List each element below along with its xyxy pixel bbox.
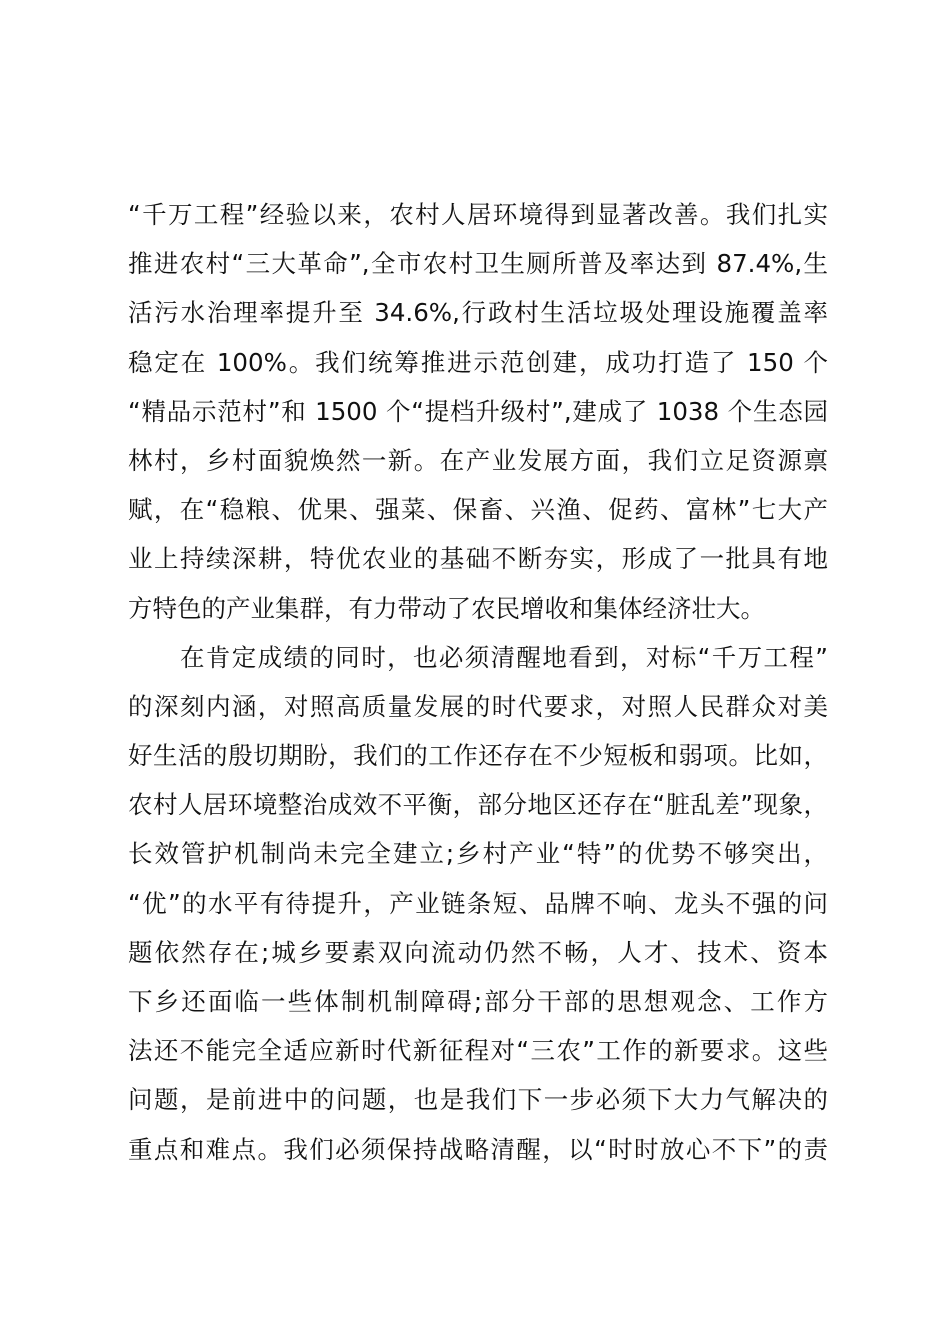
text-line: “精品示范村”和 1500 个“提档升级村”,建成了 1038 个生态园 [128, 396, 828, 426]
text-line: 法还不能完全适应新时代新征程对“三农”工作的新要求。这些 [128, 1036, 828, 1066]
text-line: 重点和难点。我们必须保持战略清醒，以“时时放心不下”的责 [128, 1134, 828, 1164]
text-line: 推进农村“三大革命”,全市农村卫生厕所普及率达到 87.4%,生 [128, 249, 828, 279]
text-line: “千万工程”经验以来，农村人居环境得到显著改善。我们扎实 [128, 200, 828, 229]
text-line: 下乡还面临一些体制机制障碍;部分干部的思想观念、工作方 [128, 987, 828, 1016]
body-text [128, 190, 828, 1174]
text-line: 赋，在“稳粮、优果、强菜、保畜、兴渔、促药、富林”七大产 [128, 495, 828, 525]
text-line: 业上持续深耕，特优农业的基础不断夯实，形成了一批具有地 [128, 544, 828, 574]
paragraph-end-line: 方特色的产业集群，有力带动了农民增收和集体经济壮大。 [128, 593, 765, 623]
text-line: “优”的水平有待提升，产业链条短、品牌不响、龙头不强的问 [128, 888, 828, 918]
text-line: 稳定在 100%。我们统筹推进示范创建，成功打造了 150 个 [128, 347, 828, 377]
text-line: 林村，乡村面貌焕然一新。在产业发展方面，我们立足资源禀 [128, 445, 828, 475]
text-line: 活污水治理率提升至 34.6%,行政村生活垃圾处理设施覆盖率 [128, 298, 828, 328]
text-line: 题依然存在;城乡要素双向流动仍然不畅，人才、技术、资本 [128, 937, 828, 967]
text-line: 的深刻内涵，对照高质量发展的时代要求，对照人民群众对美 [128, 691, 828, 721]
paragraph-first-line: 在肯定成绩的同时，也必须清醒地看到，对标“千万工程” [180, 642, 828, 672]
text-line: 好生活的殷切期盼，我们的工作还存在不少短板和弱项。比如， [128, 741, 828, 771]
text-line: 农村人居环境整治成效不平衡，部分地区还存在“脏乱差”现象， [128, 790, 828, 820]
text-line: 长效管护机制尚未完全建立;乡村产业“特”的优势不够突出， [128, 839, 828, 869]
text-line: 问题，是前进中的问题，也是我们下一步必须下大力气解决的 [128, 1085, 828, 1115]
